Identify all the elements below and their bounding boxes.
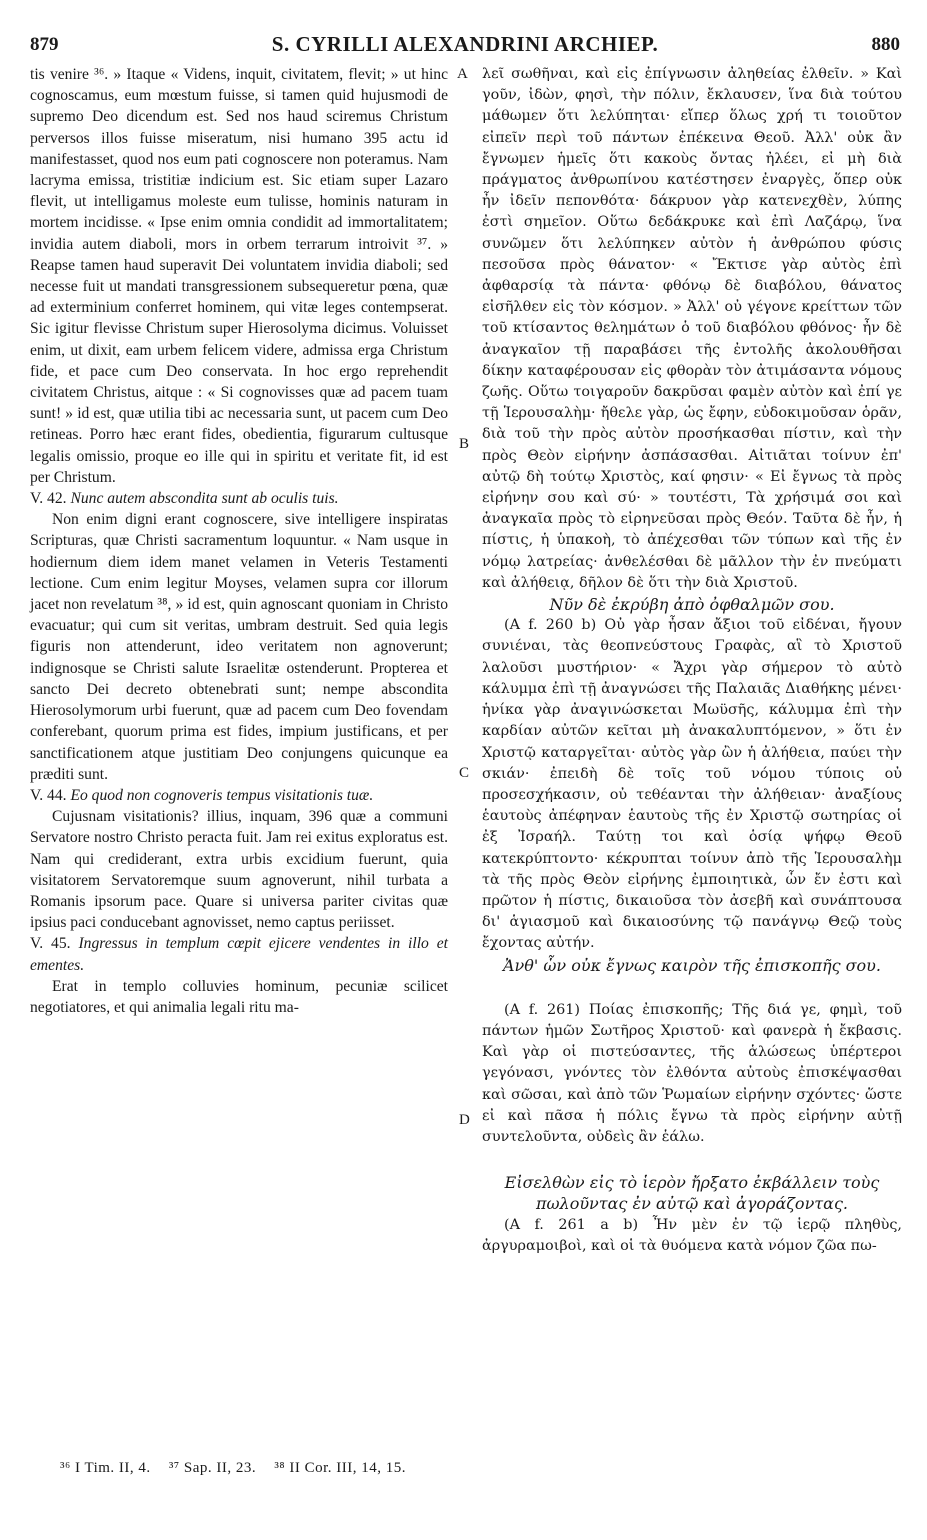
verse-text: Nunc autem abscondita sunt ab oculis tuis. — [70, 490, 339, 508]
verse-heading-42 — [30, 488, 448, 509]
greek-lemma-3: Εἰσελθὼν εἰς τὸ ἱερὸν ἤρξατο ἐκβάλλειν τοὺς πωλοῦντας ἐν αὐτῷ καὶ ἀγοράζοντας. — [504, 1173, 880, 1214]
latin-paragraph-2: Non enim digni erant cognoscere, sive intelligere inspiratas Scripturas, quæ Christi sacramentum loquuntur. « Nam usque in hodiernum diem idem manet velamen in Veteris Testamenti lectione. Cum enim legitur Moyses, velamen supra cor illorum jacet non revelatum ³⁸, » id est, quin agnoscant quoniam in Christo evacuatur; qui cum sit veritas, umbram destruit. Sed quia legis figuris non attenderunt, ideo veritatem non agnoverunt; indignosque se Christi salute Israelitæ ostenderunt. Propterea et sancto Dei decreto obtenebrati sunt; nempe abscondita Hierosolymorum urbi fuerunt, quæ ad pacem cum Deo fovendam conferebant, quorum prima est fides, impium justificans, et per sanctificationem atque justitiam Deo conjungens quicunque ea præditi sunt. — [30, 511, 448, 783]
spacer — [482, 976, 902, 1000]
spacer — [482, 1148, 902, 1172]
latin-column — [30, 64, 448, 1018]
verse-text: Eo quod non cognoveris tempus visitationis tuæ. — [70, 786, 374, 804]
page-header — [30, 32, 900, 62]
footnotes — [60, 1460, 420, 1477]
latin-paragraph-4: Erat in templo colluvies hominum, pecuniæ scilicet negotiatores, et qui animalia legali ritu ma- — [30, 977, 448, 1016]
footnote-37: ³⁷ Sap. II, 23. — [168, 1460, 257, 1476]
verse-heading-44 — [30, 785, 448, 806]
greek-paragraph-1: λεῖ σωθῆναι, καὶ εἰς ἐπίγνωσιν ἀληθείας ἐλθεῖν. » Καὶ γοῦν, ἰδὼν, φησὶ, τὴν πόλιν, ἔκλαυσεν, ἵνα διὰ τούτου μάθωμεν ὅτι λελύπηται· εἴπερ ὅλως χρή τι τοιοῦτον εἰπεῖν περὶ τοῦ πάντων ἐπέκεινα Θεοῦ. Ἀλλ' οὐκ ἂν ἔγνωμεν ἡμεῖς ὅτι κακοὺς ὄντας ἠλέει, εἰ μὴ διὰ πράγματος ἀνθρωπίνου κατέστησεν ἐναργὲς, ὅπερ οὐκ ἦν ἰδεῖν πεπονθότα· δάκρυον γὰρ κατενεχθὲν, λύπης ἐστὶ σημεῖον. Οὕτω δεδάκρυκε καὶ ἐπὶ Λαζάρῳ, ἵνα συνῶμεν ὅτι λελύπηκεν αὐτὸν ἡ ἀνθρώπου φύσις πεσοῦσα πρὸς θάνατον· « Ἔκτισε γὰρ αὐτὸς ἐπὶ ἀφθαρσίᾳ τὰ πάντα· φθόνῳ δὲ διαβόλου, θάνατος εἰσῆλθεν εἰς τὸν κόσμον. » Ἀλλ' οὐ γέγονε κρείττων τῶν τοῦ κτίσαντος θελημάτων ὁ τοῦ διαβόλου φθόνος· ἦν δὲ ἀναγκαῖον τῇ παραβάσει τῆς ἐντολῆς ἀκολουθῆσαι δίκην καταφέρουσαν εἰς φθορὰν τὸν ἀτιμάσαντα νόμους ζωῆς. Οὕτω τοιγαροῦν δακρῦσαι φαμὲν αὐτὸν καὶ ἐπί γε τῇ Ἱερουσαλὴμ· ἤθελε γὰρ, ὡς ἔφην, εὐδοκιμοῦσαν ὁρᾶν, διὰ τοῦ τὴν πρὸς αὐτὸν προσήκασθαι πίστιν, καὶ τὴν πρὸς Θεὸν εἰρήνην ἀσπάσασθαι. Αἰτιᾶται τοίνυν ἐπ' αὐτῷ δὴ τούτῳ Χριστὸς, καί φησιν· « Εἰ ἔγνως τὰ πρὸς εἰρήνην σου καὶ σύ· » τουτέστι, Τὰ χρήσιμά σοι καὶ ἀναγκαῖα πρὸς τὸ εἰρηνεῦσαι πρὸς Θεόν. Ταῦτα δὲ ἦν, ἡ πίστις, ἡ ὑπακοὴ, τὸ ἀπέχεσθαι τῶν τύπων καὶ τῆς ἐν νόμῳ λατρείας· ἀνθελέσθαι δὲ μᾶλλον τὴν ἐν πνεύματι καὶ ἀλήθειᾳ, δῆλον δὲ ὅτι τὴν διὰ Χριστοῦ. — [482, 66, 902, 591]
verse-number: V. 44. — [30, 786, 67, 804]
verse-number: V. 42. — [30, 490, 67, 508]
footnote-38: ³⁸ II Cor. III, 14, 15. — [274, 1460, 407, 1476]
section-marker-d: D — [459, 1112, 470, 1128]
latin-paragraph-3: Cujusnam visitationis? illius, inquam, 396 quæ a communi Servatore nostro Christo peracta fuit. Jam rei exitus exploratus est. Nam qui crediderant, extra urbis excidium fuerunt, quia visitatorem Servatoremque suum agnoverunt, nihil turbata a Romanis ipsorum pace. Quare si universa pariter civitas quæ ipsius paci conducebant agnovisset, nemo captus periisset. — [30, 808, 448, 932]
section-marker-a: A — [457, 66, 468, 82]
greek-lemma-2: Ἀνθ' ὧν οὐκ ἔγνως καιρὸν τῆς ἐπισκοπῆς σου. — [502, 955, 881, 975]
verse-text: Ingressus in templum cœpit ejicere vendentes in illo et ementes. — [30, 935, 448, 974]
latin-paragraph-1: tis venire ³⁶. » Itaque « Videns, inquit, civitatem, flevit; » ut hinc cognoscamus, eum mœstum fuisse, si tamen quid hujusmodi de supremo Deo dicendum est. Sed nos haud sciremus Christum perversos illos fuisse miseratum, nisi humano 395 actu id manifestasset, quod nos eum pati cognoscere non poteramus. Nam lacryma emissa, tristitiæ indicium est. Sic etiam super Lazaro flevit, ut intelligamus moleste eum tulisse, hominis naturam in mortem incidisse. « Ipse enim omnia condidit ad immortalitatem; invidia autem diaboli, mors in orbem terrarum introivit ³⁷. » Reapse tamen haud superavit Dei voluntatem invidia diaboli; sed necesse fuit ut mandati transgressionem subsequeretur pœna, quæ ad exterminium conferret hominem, qui vitæ leges contempserat. Sic igitur flevisse Christum super Hierosolyma dicimus. Voluisset enim, ut dixit, eam urbem felicem videre, admissa erga Christum fide, et pace cum Deo conservata. In hoc ergo reprehendit civitatem Christus, aitque : « Si cognovisses quæ ad pacem tuam sunt! » id est, quæ utilia tibi ac necessaria sunt, ut pacem cum Deo retineas. Porro hæc erant fides, obedientia, figurarum cultusque legalis omissio, proque eo ille qui in spiritu et veritate fit, id est per Christum. — [30, 66, 448, 486]
greek-paragraph-3: (A f. 261) Ποίας ἐπισκοπῆς; Τῆς διά γε, φημὶ, τοῦ πάντων ἡμῶν Σωτῆρος Χριστοῦ· καὶ φανερὰ ἡ ἔκβασις. Καὶ γὰρ οἱ πιστεύσαντες, τῆς ἁλώσεως ὑπέρτεροι γεγόνασι, γνόντες τὸν ἐλθόντα αὐτοὺς ἐπισκέψασθαι καὶ σῶσαι, καὶ ἀπὸ τῶν Ῥωμαίων εἰρήνην σχόντες· ὥστε εἰ καὶ πᾶσα ἡ πόλις ἔγνω τὰ πρὸς εἰρήνην αὐτῇ συντελοῦντα, οὐδεὶς ἂν ἑάλω. — [482, 1001, 902, 1145]
section-marker-c: C — [459, 765, 470, 781]
greek-paragraph-4: (A f. 261 a b) Ἦν μὲν ἐν τῷ ἱερῷ πληθὺς, ἀργυραμοιβοὶ, καὶ οἱ τὰ θυόμενα κατὰ νόμον ζῶα πω- — [482, 1216, 902, 1254]
page-number-right: 880 — [871, 34, 900, 55]
greek-paragraph-2: (A f. 260 b) Οὐ γὰρ ἦσαν ἄξιοι τοῦ εἰδέναι, ἤγουν συνιέναι, τὰς θεοπνεύστους Γραφὰς, αἳ τὸ Χριστοῦ λαλοῦσι μυστήριον· « Ἄχρι γὰρ σήμερον τὸ αὐτὸ κάλυμμα ἐπὶ τῇ ἀναγνώσει τῆς Παλαιᾶς Διαθήκης μένει· ἡνίκα γὰρ ἀναγινώσκεται Μωϋσῆς, κάλυμμα ἐπὶ τὴν καρδίαν αὐτῶν κεῖται μὴ ἀνακαλυπτόμενον, » ὅτι ἐν Χριστῷ καταργεῖται· αὐτὸς γὰρ ὢν ἡ ἀλήθεια, παύει τὴν σκιάν· ἐπειδὴ δὲ τοῖς τοῦ νόμου τύποις οὐ προσεσχήκασιν, οὐ τεθέανται τὴν ἀλήθειαν· ἀναξίους ἑαυτοὺς ἀπέφηναν ἑαυτοὺς τῆς ἐν Χριστῷ σωτηρίας οἱ ἐξ Ἰσραήλ. Ταύτῃ τοι καὶ ὁσίᾳ ψήφῳ Θεοῦ κατεκρύπτοντο· κέκρυπται τοίνυν ἀπὸ τῆς Ἱερουσαλὴμ τὰ τῆς πρὸς Θεὸν εἰρήνης ἐμποιητικὰ, ὧν ἔν ἐστι καὶ πρῶτον ἡ πίστις, δικαιοῦσα τὸν ἀσεβῆ καὶ συνάπτουσα δι' ἁγιασμοῦ καὶ δικαιοσύνης τῷ πανάγνῳ Θεῷ τοὺς ἔχοντας αὐτήν. — [482, 617, 902, 952]
section-marker-b: B — [459, 436, 470, 452]
greek-lemma-1: Νῦν δὲ ἐκρύβη ἀπὸ ὀφθαλμῶν σου. — [549, 595, 835, 615]
greek-column — [482, 64, 902, 1257]
page-number-left: 879 — [30, 34, 59, 55]
footnote-36: ³⁶ I Tim. II, 4. — [60, 1460, 151, 1476]
verse-heading-45 — [30, 933, 448, 975]
verse-number: V. 45. — [30, 935, 71, 953]
running-title: S. CYRILLI ALEXANDRINI ARCHIEP. — [271, 32, 659, 56]
